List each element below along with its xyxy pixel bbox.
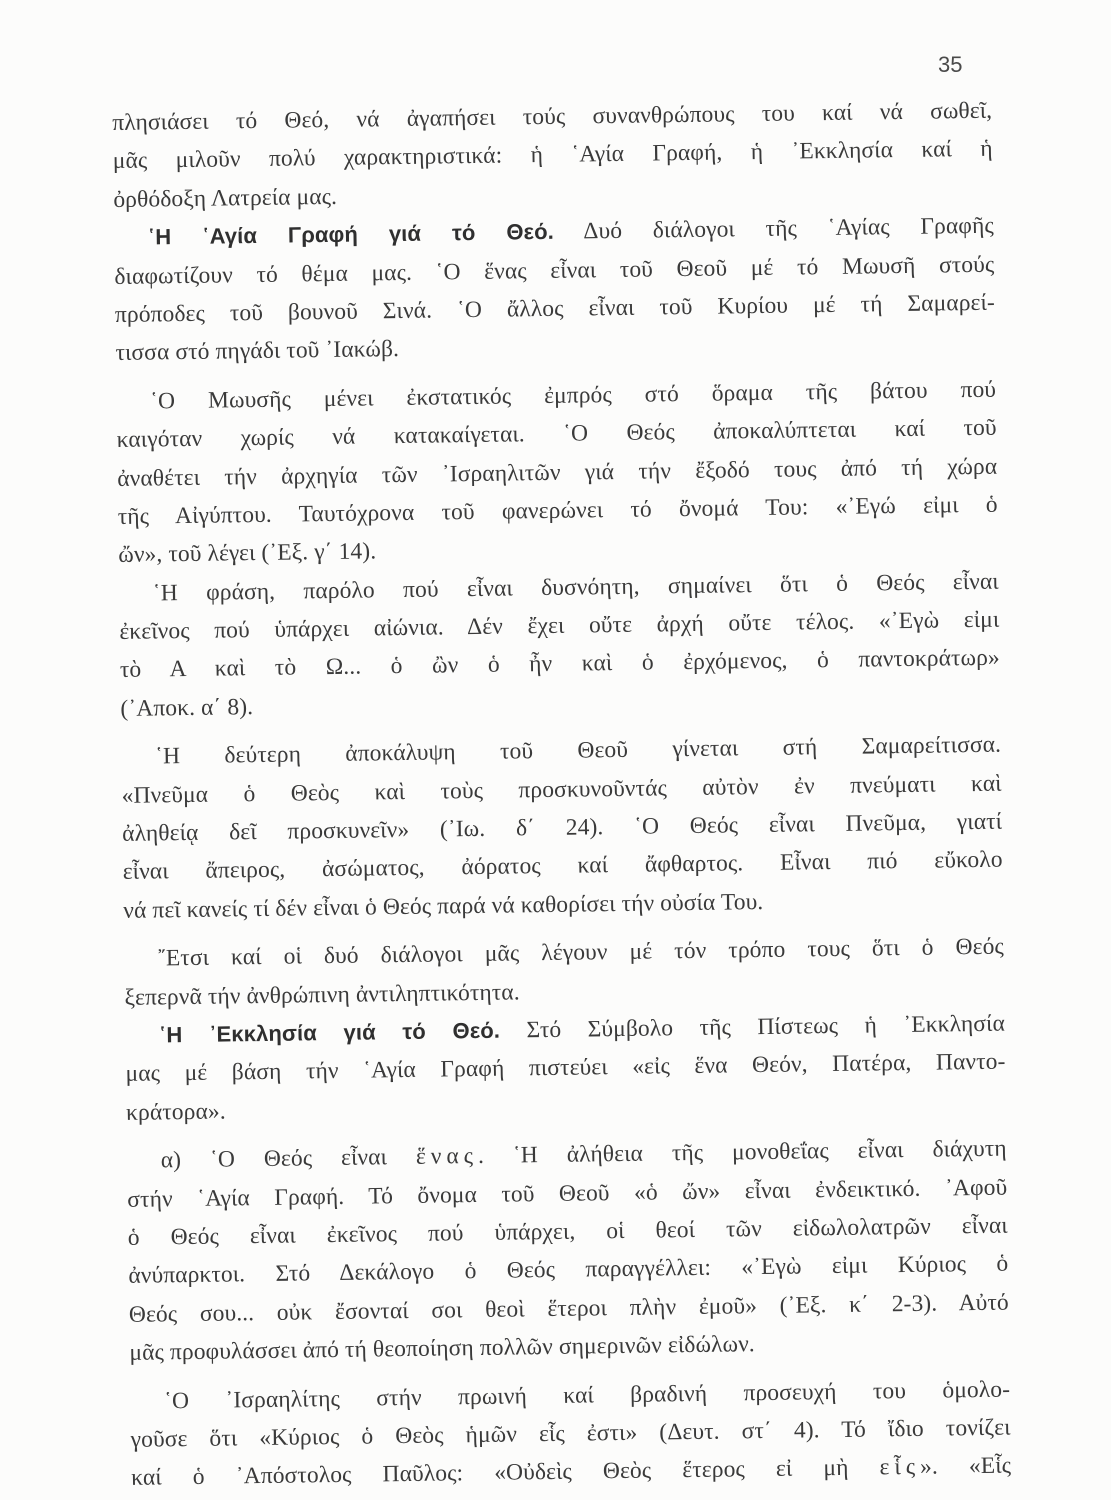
text-line: γοῦσε ὅτι «Κύριος ὁ Θεὸς ἡμῶν εἷς ἐστι» (Δευτ. στ΄ 4). Τό ἴδιο τονίζει [130,1414,1011,1453]
text-line: ῾Η φράση, παρόλο πού εἶναι δυσνόητη, σημαίνει ὅτι ὁ Θεός εἶναι [152,568,999,607]
text-fragment: Στό Σύμβολο τῆς Πίστεως ἡ ᾿Εκκλησία [499,1010,1006,1044]
text-line: τὸ Α καὶ τὸ Ω... ὁ ὢν ὁ ἦν καὶ ὁ ἐρχόμενος, ὁ παντοκράτωρ» [119,645,1001,684]
text-line: ὤν», τοῦ λέγει (᾿Εξ. γ΄ 14). [118,538,377,569]
section-heading-church: ῾Η ᾿Εκκλησία γιά τό Θεό. [158,1017,501,1048]
paragraph-6 [124,928,1005,1017]
paragraph-1 [112,92,994,219]
text-line: (᾿Αποκ. α΄ 8). [120,693,254,722]
text-line: ἀναθέτει τήν ἀρχηγία τῶν ᾿Ισραηλιτῶν γιά τήν ἔξοδό τους ἀπό τή χώρα [117,453,998,492]
text-line: μας μέ βάση τήν ῾Αγία Γραφή πιστεύει «εἰς ἕνα Θεόν, Πατέρα, Παντο- [125,1048,1006,1088]
text-line: ῾Ο ᾿Ισραηλίτης στήν πρωινή καί βραδινή προσευχή του ὁμολο- [163,1376,1011,1414]
text-line: ῾Ο Μωυσῆς μένει ἐκστατικός ἐμπρός στό ὅραμα τῆς βάτου πού [149,376,997,415]
text-line: ἀληθείᾳ δεῖ προσκυνεῖν» (᾿Ιω. δ΄ 24). ῾Ο Θεός εἶναι Πνεῦμα, γιατί [122,808,1003,847]
paragraph-3 [116,370,999,574]
text-line: «Πνεῦμα ὁ Θεὸς καὶ τοὺς προσκυνοῦντάς αὐτὸν ἐν πνεύματι καὶ [121,770,1002,809]
text-line: ῎Ετσι καί οἱ δυό διάλογοι μᾶς λέγουν μέ τόν τρόπο τους ὅτι ὁ Θεός [157,933,1005,972]
text-fragment: ». «Εἷς [919,1452,1012,1481]
text-fragment: Δυό διάλογοι τῆς ῾Αγίας Γραφῆς [553,212,994,246]
text-line: κράτορα». [125,1098,226,1126]
text-line: ἀνύπαρκτοι. Στό Δεκάλογο ὁ Θεός παραγγέλλει: «᾿Εγὼ εἰμι Κύριος ὁ [128,1250,1009,1290]
text-line: νά πεῖ κανείς τί δέν εἶναι ὁ Θεός παρά νά καθορίσει τήν οὐσία Του. [123,888,764,924]
text-line: τῆς Αἰγύπτου. Ταυτόχρονα τοῦ φανερώνει τό ὄνομά Του: «᾿Εγώ εἰμι ὁ [117,491,998,530]
text-line: ὀρθόδοξη Λατρεία μας. [113,183,338,213]
paragraph-2 [114,207,996,373]
text-line: πλησιάσει τό Θεό, νά ἀγαπήσει τούς συνανθρώπους του καί νά σωθεῖ, [112,97,993,136]
page-number: 35 [938,52,963,77]
text-fragment: καί ὁ ᾿Απόστολος Παῦλος: «Οὐδεὶς Θεὸς ἕτερος εἰ μὴ [131,1454,880,1492]
paragraph-8 [126,1130,1009,1373]
text-line: μᾶς προφυλάσσει ἀπό τή θεοποίηση πολλῶν σημερινῶν εἰδώλων. [129,1331,755,1366]
text-fragment: α) ῾Ο Θεός εἶναι [160,1144,417,1174]
text-line: διαφωτίζουν τό θέμα μας. ῾Ο ἕνας εἶναι τοῦ Θεοῦ μέ τό Μωυσῆ στούς [114,251,995,290]
text-line: ξεπερνᾶ τήν ἀνθρώπινη ἀντιληπτικότητα. [124,978,520,1011]
section-heading-holy-scripture: ῾Η ῾Αγία Γραφή γιά τό Θεό. [147,219,555,250]
text-line: πρόποδες τοῦ βουνοῦ Σινά. ῾Ο ἄλλος εἶναι τοῦ Κυρίου μέ τή Σαμαρεί- [114,289,996,328]
text-line: ῾Η δεύτερη ἀποκάλυψη τοῦ Θεοῦ γίνεται στή Σαμαρείτισσα. [154,731,1002,770]
text-line: τισσα στό πηγάδι τοῦ ᾿Ιακώβ. [115,336,400,367]
text-line: στήν ῾Αγία Γραφή. Τό ὄνομα τοῦ Θεοῦ «ὁ ὤν» εἶναι ἐνδεικτικό. ᾿Αφοῦ [127,1174,1008,1213]
text-line: Θεός σου... οὐκ ἔσονταί σοι θεοὶ ἕτεροι πλὴν ἐμοῦ» (᾿Εξ. κ΄ 2-3). Αὐτό [128,1289,1009,1328]
text-line: καιγόταν χωρίς νά κατακαίγεται. ῾Ο Θεός ἀποκαλύπτεται καί τοῦ [116,414,997,454]
text-line: εἶναι ἄπειρος, ἀσώματος, ἀόρατος καί ἄφθαρτος. Εἶναι πιό εὔκολο [122,847,1003,886]
page-body [112,92,1011,1498]
paragraph-9 [130,1370,1012,1497]
text-line: μᾶς μιλοῦν πολύ χαρακτηριστικά: ἡ ῾Αγία Γραφή, ἡ ᾿Εκκλησία καί ἡ [112,136,993,175]
text-line: ὁ Θεός εἶναι ἐκεῖνος πού ὑπάρχει, οἱ θεοί τῶν εἰδωλολατρῶν εἶναι [127,1212,1008,1251]
emphasized-word: εἷς [879,1454,921,1481]
paragraph-5 [121,726,1004,930]
text-fragment: . ῾Η ἀλήθεια τῆς μονοθεΐας εἶναι διάχυτη [477,1135,1007,1170]
paragraph-7 [125,1005,1007,1132]
paragraph-4 [119,562,1001,728]
text-line: ἐκεῖνος πού ὑπάρχει αἰώνια. Δέν ἔχει οὔτε ἀρχή οὔτε τέλος. «᾿Εγὼ εἰμι [119,606,1000,646]
emphasized-word: ἕνας [415,1143,479,1171]
